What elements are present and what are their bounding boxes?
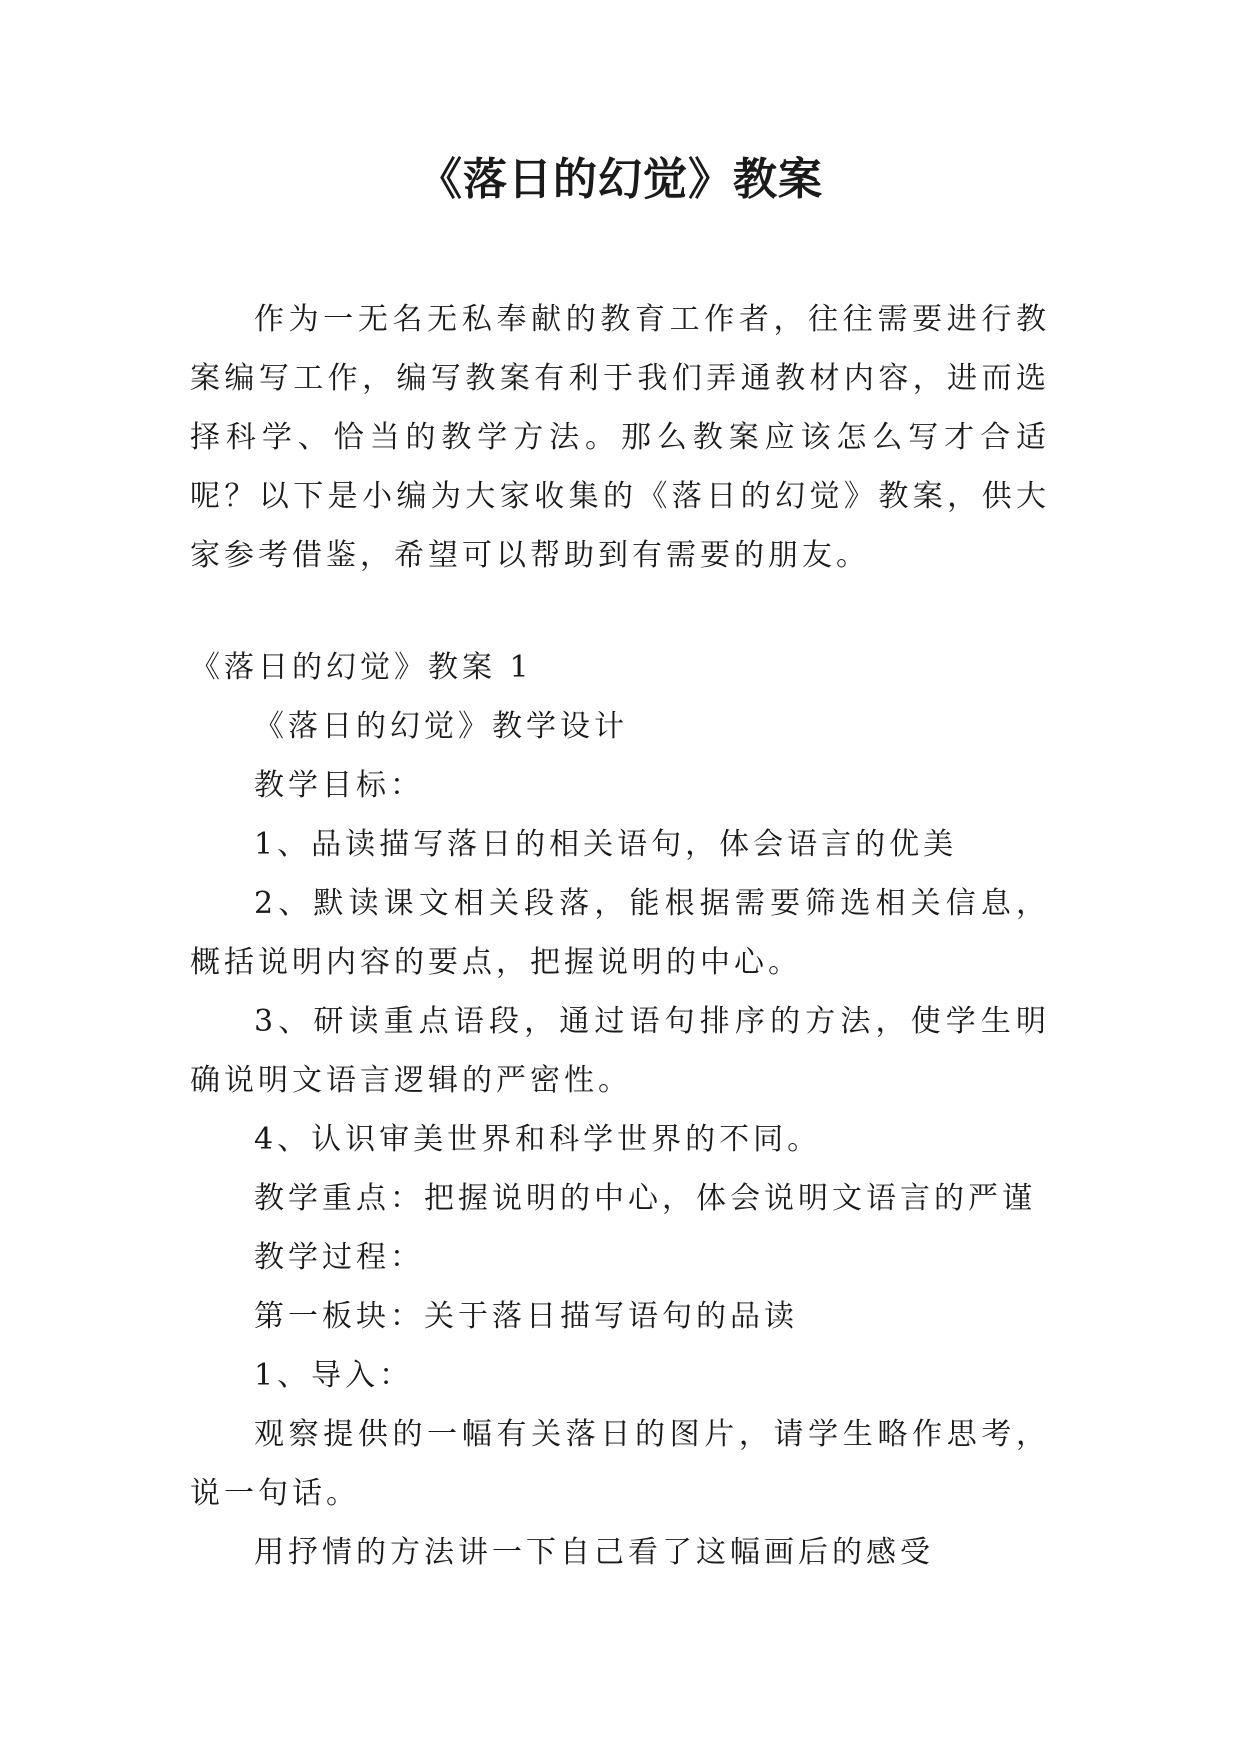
paragraph-observe: 观察提供的一幅有关落日的图片，请学生略作思考，说一句话。	[190, 1417, 1050, 1511]
document-body	[190, 638, 1050, 1582]
paragraph-process-heading: 教学过程：	[254, 1240, 424, 1275]
paragraph-lyrical: 用抒情的方法讲一下自己看了这幅画后的感受	[254, 1535, 934, 1570]
paragraph-objective-4: 4、认识审美世界和科学世界的不同。	[254, 1122, 822, 1157]
paragraph-objective-1: 1、品读描写落日的相关语句，体会语言的优美	[254, 827, 958, 862]
document-title: 《落日的幻觉》教案	[418, 154, 823, 205]
intro-paragraph: 作为一无名无私奉献的教育工作者，往往需要进行教案编写工作，编写教案有利于我们弄通教材内容，进而选择科学、恰当的教学方法。那么教案应该怎么写才合适呢？以下是小编为大家收集的《落日的幻觉》教案，供大家参考借鉴，希望可以帮助到有需要的朋友。	[190, 302, 1050, 573]
paragraph-key-point: 教学重点：把握说明的中心，体会说明文语言的严谨	[254, 1181, 1036, 1216]
paragraph-section-one: 第一板块：关于落日描写语句的品读	[254, 1299, 798, 1334]
paragraph-objective-2: 2、默读课文相关段落，能根据需要筛选相关信息，概括说明内容的要点，把握说明的中心。	[190, 886, 1050, 980]
paragraph-objectives-heading: 教学目标：	[254, 768, 424, 803]
paragraph-design-title: 《落日的幻觉》教学设计	[254, 709, 628, 744]
paragraph-objective-3: 3、研读重点语段，通过语句排序的方法，使学生明确说明文语言逻辑的严密性。	[190, 1004, 1050, 1098]
section-heading: 《落日的幻觉》教案 1	[190, 650, 533, 685]
paragraph-intro-step: 1、导入：	[254, 1358, 414, 1393]
